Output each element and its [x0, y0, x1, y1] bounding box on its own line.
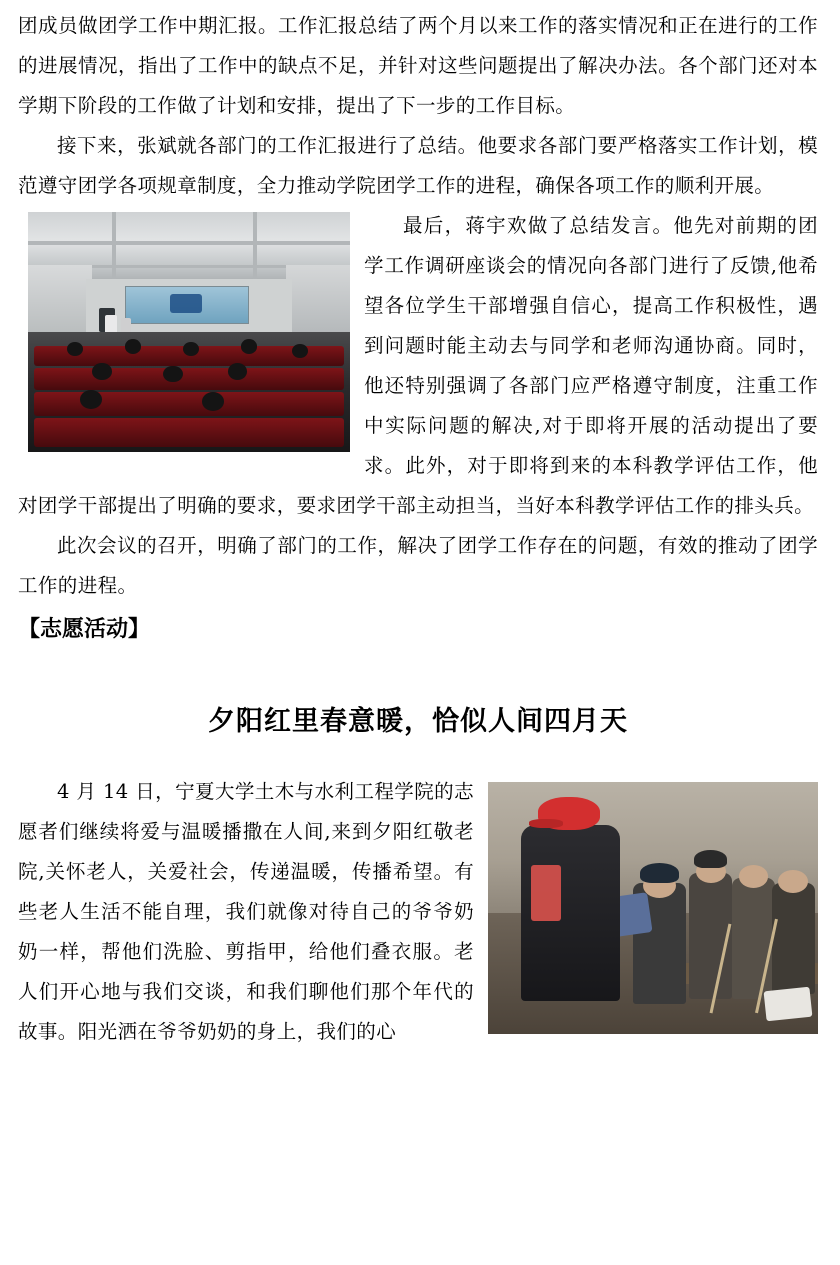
paragraph-summary-jiangyuhuan: 最后，蒋宇欢做了总结发言。他先对前期的团学工作调研座谈会的情况向各部门进行了反馈,他希望各位学生干部增强自信心，提高工作积极性，遇到问题时能主动去与同学和老师沟通协商。同时，他还特别强调了各部门应严格遵守制度，注重工作中实际问题的解决,对于即将开展的活动提出了要求。此外，对于即将到来的本科教学评估工作，他对团学干部提出了明确的要求，要求团学干部主动担当，当好本科教学评估工作的排头兵。: [18, 214, 818, 517]
article-paragraph: 4 月 14 日，宁夏大学土木与水利工程学院的志愿者们继续将爱与温暖播撒在人间,来到夕阳红敬老院,关怀老人，关爱社会，传递温暖，传播希望。有些老人生活不能自理，我们就像对待自己的爷爷奶奶一样，帮他们洗脸、剪指甲，给他们叠衣服。老人们开心地与我们交谈，和我们聊他们那个年代的故事。阳光洒在爷爷奶奶的身上，我们的心: [18, 780, 474, 1043]
nursing-home-photo: [488, 782, 818, 1034]
paragraph-conclusion: 此次会议的召开，明确了部门的工作，解决了团学工作存在的问题，有效的推动了团学工作的进程。: [18, 534, 818, 597]
paragraph-continuation: 团成员做团学工作中期汇报。工作汇报总结了两个月以来工作的落实情况和正在进行的工作的进展情况，指出了工作中的缺点不足，并针对这些问题提出了解决办法。各个部门还对本学期下阶段的工作做了计划和安排，提出了下一步的工作目标。: [18, 14, 818, 117]
paragraph-summary-zhangbin: 接下来，张斌就各部门的工作汇报进行了总结。他要求各部门要严格落实工作计划，模范遵守团学各项规章制度，全力推动学院团学工作的进程，确保各项工作的顺利开展。: [18, 134, 818, 197]
article-title: 夕阳红里春意暖，恰似人间四月天: [208, 706, 628, 737]
section-heading-volunteer: 【志愿活动】: [18, 616, 151, 642]
image-text-wrap-block: [18, 206, 818, 526]
article-body-block: [18, 772, 818, 1052]
meeting-hall-photo: [28, 212, 350, 452]
